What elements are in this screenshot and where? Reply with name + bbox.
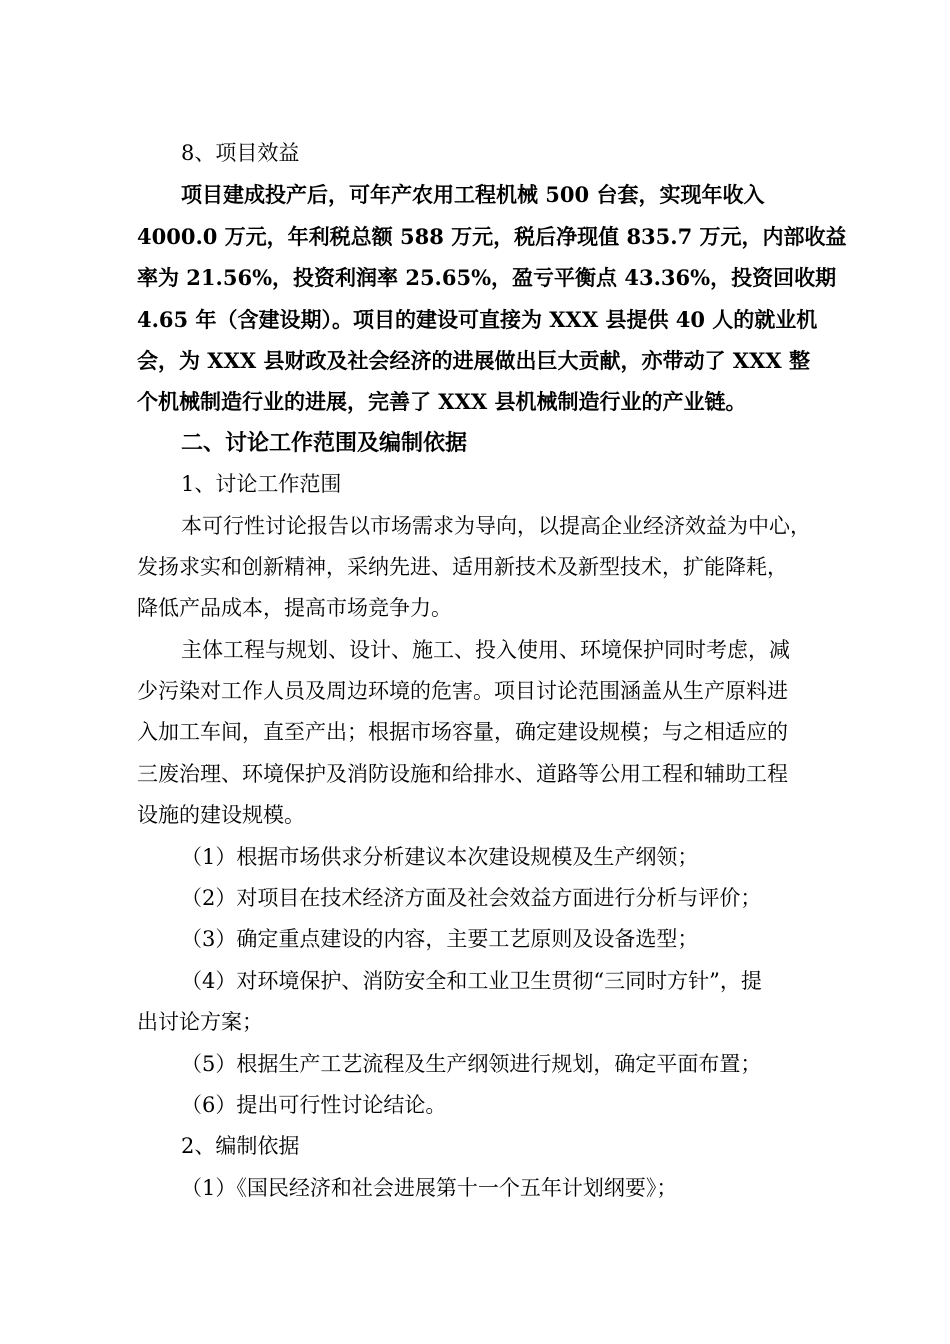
paragraph-line: 个机械制造行业的进展，完善了 XXX 县机械制造行业的产业链。 bbox=[137, 389, 747, 415]
paragraph-line: 降低产品成本，提高市场竞争力。 bbox=[137, 596, 452, 621]
paragraph-line: 发扬求实和创新精神，采纳先进、适用新技术及新型技术，扩能降耗， bbox=[137, 554, 788, 579]
list-item: （5）根据生产工艺流程及生产纲领进行规划，确定平面布置； bbox=[181, 1051, 762, 1076]
paragraph-line: 三废治理、环境保护及消防设施和给排水、道路等公用工程和辅助工程 bbox=[137, 761, 788, 786]
list-item: （6）提出可行性讨论结论。 bbox=[181, 1092, 447, 1117]
paragraph-line: 率为 21.56%，投资利润率 25.65%，盈亏平衡点 43.36%，投资回收期 bbox=[137, 265, 837, 291]
list-item: （1）《国民经济和社会进展第十一个五年计划纲要》； bbox=[181, 1175, 678, 1200]
paragraph-line: 4000.0 万元，年利税总额 588 万元，税后净现值 835.7 万元，内部收益 bbox=[137, 223, 847, 249]
list-item: （2）对项目在技术经济方面及社会效益方面进行分析与评价； bbox=[181, 886, 762, 911]
chapter-heading: 二、讨论工作范围及编制依据 bbox=[181, 430, 468, 456]
list-item: （3）确定重点建设的内容，主要工艺原则及设备选型； bbox=[181, 927, 699, 952]
document-body bbox=[137, 133, 847, 1209]
section-heading-scope: 1、讨论工作范围 bbox=[181, 472, 342, 497]
section-heading-basis: 2、编制依据 bbox=[181, 1134, 300, 1159]
paragraph-line: 主体工程与规划、设计、施工、投入使用、环境保护同时考虑，减 bbox=[181, 637, 790, 662]
list-item: （4）对环境保护、消防安全和工业卫生贯彻“三同时方针”，提 bbox=[181, 968, 762, 993]
paragraph-line: 4.65 年（含建设期）。项目的建设可直接为 XXX 县提供 40 人的就业机 bbox=[137, 306, 818, 332]
paragraph-line: 项目建成投产后，可年产农用工程机械 500 台套，实现年收入 bbox=[181, 182, 765, 208]
list-item: （1）根据市场供求分析建议本次建设规模及生产纲领； bbox=[181, 844, 699, 869]
paragraph-line: 少污染对工作人员及周边环境的危害。项目讨论范围涵盖从生产原料进 bbox=[137, 679, 788, 704]
paragraph-line: 入加工车间，直至产出；根据市场容量，确定建设规模；与之相适应的 bbox=[137, 720, 788, 745]
section-heading-project-benefits: 8、项目效益 bbox=[181, 141, 300, 165]
paragraph-line: 会，为 XXX 县财政及社会经济的进展做出巨大贡献，亦带动了 XXX 整 bbox=[137, 347, 811, 373]
paragraph-line: 本可行性讨论报告以市场需求为导向，以提高企业经济效益为中心， bbox=[181, 513, 811, 538]
list-item-continuation: 出讨论方案； bbox=[137, 1010, 263, 1035]
paragraph-line: 设施的建设规模。 bbox=[137, 803, 305, 828]
